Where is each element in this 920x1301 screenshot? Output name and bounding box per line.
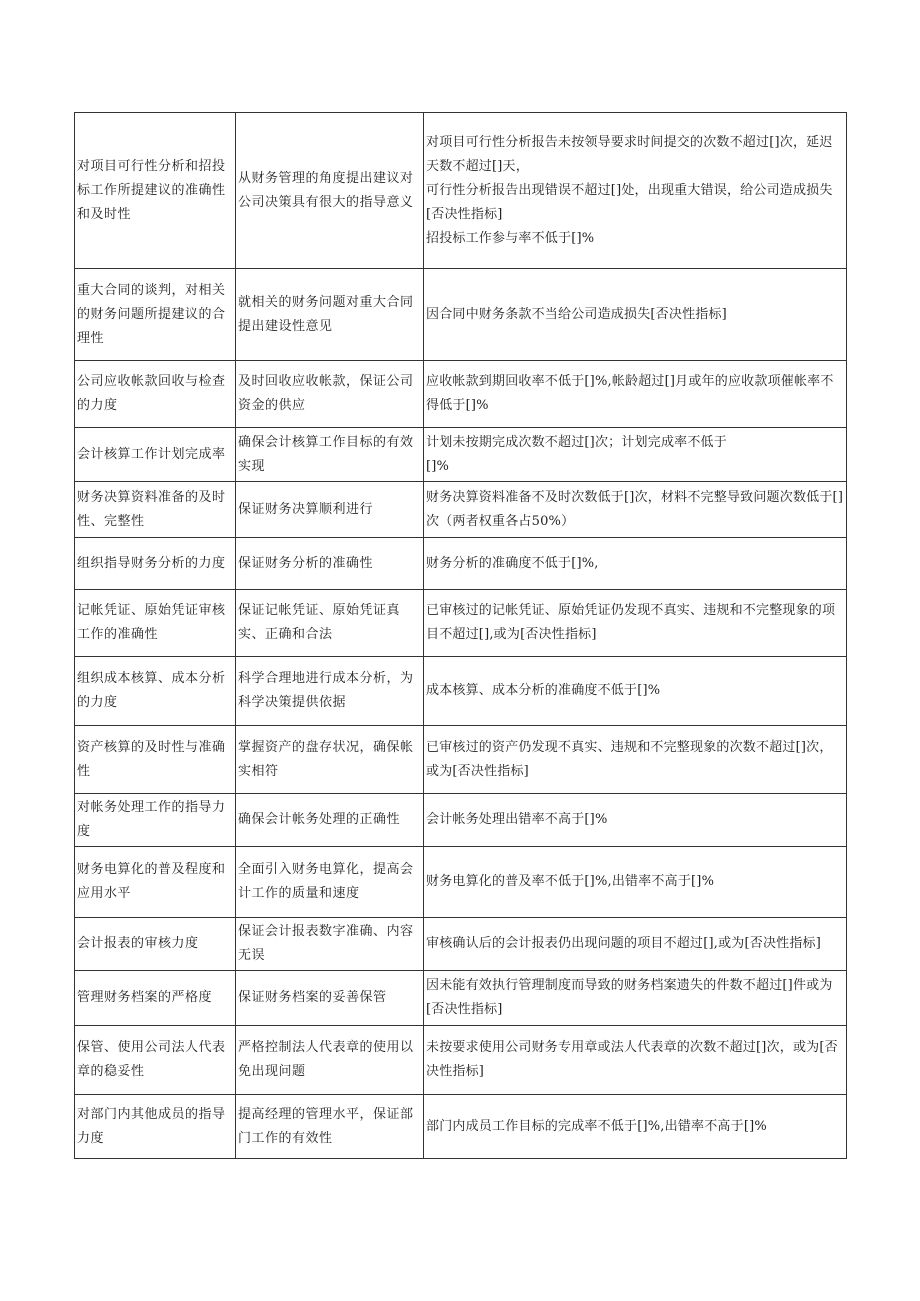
assessment-criteria-cell xyxy=(424,1095,847,1159)
criteria-line: 部门内成员工作目标的完成率不低于[]%,出错率不高于[]% xyxy=(426,1118,767,1134)
table-row xyxy=(75,1026,847,1095)
assessment-item-cell: 对帐务处理工作的指导力度 xyxy=(75,794,236,847)
table-row xyxy=(75,918,847,971)
assessment-goal-cell: 严格控制法人代表章的使用以免出现问题 xyxy=(236,1026,424,1095)
criteria-line: 因合同中财务条款不当给公司造成损失[否决性指标] xyxy=(426,306,727,322)
assessment-item-cell: 组织指导财务分析的力度 xyxy=(75,538,236,590)
assessment-item-cell: 对项目可行性分析和招投标工作所提建议的准确性和及时性 xyxy=(75,113,236,269)
table-row xyxy=(75,726,847,794)
assessment-goal-cell: 提高经理的管理水平，保证部门工作的有效性 xyxy=(236,1095,424,1159)
assessment-criteria-cell xyxy=(424,657,847,726)
assessment-goal-cell: 从财务管理的角度提出建议对公司决策具有很大的指导意义 xyxy=(236,113,424,269)
assessment-criteria-cell xyxy=(424,269,847,361)
assessment-criteria-cell xyxy=(424,538,847,590)
criteria-line: 财务电算化的普及率不低于[]%,出错率不高于[]% xyxy=(426,874,715,889)
assessment-item-cell: 记帐凭证、原始凭证审核工作的准确性 xyxy=(75,590,236,657)
assessment-item-cell: 保管、使用公司法人代表章的稳妥性 xyxy=(75,1026,236,1095)
assessment-criteria-cell xyxy=(424,726,847,794)
criteria-line: 财务决算资料准备不及时次数低于[]次，材料不完整导致问题次数低于[]次（两者权重各占50%） xyxy=(426,489,844,529)
criteria-line: 因未能有效执行管理制度而导致的财务档案遗失的件数不超过[]件或为[否决性指标] xyxy=(426,978,833,1017)
criteria-line: 成本核算、成本分析的准确度不低于[]% xyxy=(426,683,661,698)
criteria-line: 应收帐款到期回收率不低于[]%,帐龄超过[]月或年的应收款项催帐率不得低于[]% xyxy=(426,374,834,413)
assessment-goal-cell: 保证记帐凭证、原始凭证真实、正确和合法 xyxy=(236,590,424,657)
assessment-item-cell: 会计核算工作计划完成率 xyxy=(75,428,236,482)
assessment-item-cell: 管理财务档案的严格度 xyxy=(75,971,236,1026)
assessment-criteria-cell xyxy=(424,590,847,657)
assessment-criteria-cell xyxy=(424,918,847,971)
criteria-line: 已审核过的资产仍发现不真实、违规和不完整现象的次数不超过[]次，或为[否决性指标] xyxy=(426,739,833,779)
assessment-goal-cell: 掌握资产的盘存状况，确保帐实相符 xyxy=(236,726,424,794)
criteria-line: 可行性分析报告出现错误不超过[]处，出现重大错误，给公司造成损失[否决性指标] xyxy=(426,182,833,222)
assessment-goal-cell: 就相关的财务问题对重大合同提出建设性意见 xyxy=(236,269,424,361)
table-row xyxy=(75,847,847,918)
assessment-goal-cell: 保证财务决算顺利进行 xyxy=(236,482,424,538)
table-row xyxy=(75,361,847,428)
assessment-goal-cell: 确保会计帐务处理的正确性 xyxy=(236,794,424,847)
kpi-table xyxy=(74,112,847,1159)
assessment-criteria-cell xyxy=(424,361,847,428)
criteria-line: []% xyxy=(426,458,450,474)
criteria-line: 审核确认后的会计报表仍出现问题的项目不超过[],或为[否决性指标] xyxy=(426,936,822,951)
table-row xyxy=(75,482,847,538)
assessment-item-cell: 公司应收帐款回收与检查的力度 xyxy=(75,361,236,428)
assessment-criteria-cell xyxy=(424,482,847,538)
assessment-criteria-cell xyxy=(424,847,847,918)
assessment-criteria-cell xyxy=(424,794,847,847)
table-row xyxy=(75,590,847,657)
assessment-item-cell: 资产核算的及时性与准确性 xyxy=(75,726,236,794)
assessment-item-cell: 对部门内其他成员的指导力度 xyxy=(75,1095,236,1159)
table-row xyxy=(75,269,847,361)
assessment-goal-cell: 及时回收应收帐款，保证公司资金的供应 xyxy=(236,361,424,428)
table-row xyxy=(75,794,847,847)
table-row xyxy=(75,971,847,1026)
criteria-line: 已审核过的记帐凭证、原始凭证仍发现不真实、违规和不完整现象的项目不超过[],或为[否决性指标] xyxy=(426,603,836,642)
assessment-goal-cell: 科学合理地进行成本分析，为科学决策提供依据 xyxy=(236,657,424,726)
criteria-line: 财务分析的准确度不低于[]%, xyxy=(426,555,599,571)
assessment-item-cell: 会计报表的审核力度 xyxy=(75,918,236,971)
assessment-goal-cell: 全面引入财务电算化，提高会计工作的质量和速度 xyxy=(236,847,424,918)
table-row xyxy=(75,538,847,590)
assessment-item-cell: 组织成本核算、成本分析的力度 xyxy=(75,657,236,726)
criteria-line: 会计帐务处理出错率不高于[]% xyxy=(426,812,608,827)
assessment-goal-cell: 保证财务档案的妥善保管 xyxy=(236,971,424,1026)
criteria-line: 对项目可行性分析报告未按领导要求时间提交的次数不超过[]次，延迟天数不超过[]天， xyxy=(426,134,833,174)
assessment-item-cell: 财务决算资料准备的及时性、完整性 xyxy=(75,482,236,538)
assessment-goal-cell: 保证会计报表数字准确、内容无误 xyxy=(236,918,424,971)
assessment-goal-cell: 确保会计核算工作目标的有效实现 xyxy=(236,428,424,482)
table-row xyxy=(75,113,847,269)
table-row xyxy=(75,657,847,726)
assessment-criteria-cell xyxy=(424,428,847,482)
assessment-criteria-cell xyxy=(424,113,847,269)
assessment-goal-cell: 保证财务分析的准确性 xyxy=(236,538,424,590)
criteria-line: 未按要求使用公司财务专用章或法人代表章的次数不超过[]次，或为[否决性指标] xyxy=(426,1040,838,1079)
assessment-criteria-cell xyxy=(424,971,847,1026)
assessment-item-cell: 重大合同的谈判，对相关的财务问题所提建议的合理性 xyxy=(75,269,236,361)
table-row xyxy=(75,428,847,482)
assessment-criteria-cell xyxy=(424,1026,847,1095)
table-row xyxy=(75,1095,847,1159)
criteria-line: 计划未按期完成次数不超过[]次；计划完成率不低于 xyxy=(426,434,727,450)
criteria-line: 招投标工作参与率不低于[]% xyxy=(426,230,595,246)
assessment-item-cell: 财务电算化的普及程度和应用水平 xyxy=(75,847,236,918)
